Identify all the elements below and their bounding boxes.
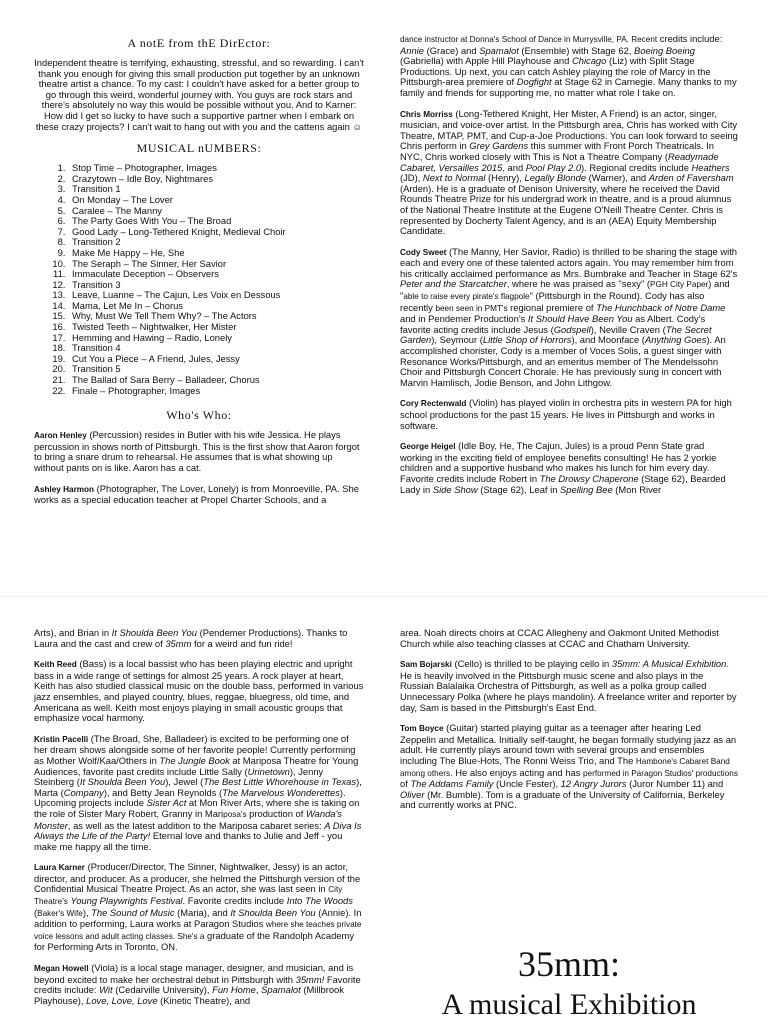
bio-sam-bojarski [400, 659, 738, 713]
bio-text: for a weird and fun ride! [191, 637, 293, 649]
bio-title: Next to Normal [422, 172, 486, 184]
bio-text: where she teaches private voice lessons and adult acting classes. She's a [34, 920, 362, 941]
director-note-body: Independent theatre is terrifying, exhausting, stressful, and so rewarding. I can't thank you enough for giving this small production put together by an unknown theatre artist a chance. To my cast: I couldn't have asked for a better group to go through this weird, wonderful journey with. You guys are rock stars and there's absolutely no way this would be possible without you. And to Karner: How did I get so lucky to have such a supportive partner when I embark on these crazy projects? I can't wait to hang out with you and the cattens again ☺ [34, 57, 364, 132]
bio-title: Grey Gardens [469, 140, 529, 152]
bio-title: Pool Play 2.0 [525, 161, 582, 173]
bio-name: Tom Boyce [400, 724, 444, 734]
bio-text: (Long-Tethered Knight, Her Mister, A Friend) is an actor, singer, musician, and voice-over artist. In the Pittsburgh area, Chris has worked with City Theatre, MTAP, PMT, and Cup-a-Joe Productions. You can look forward to seeing Chris perform in [400, 107, 738, 152]
bio-title: Boeing Boeing [634, 44, 695, 56]
bio-name: Megan Howell [34, 964, 89, 974]
bio-text: (Photographer, The Lover, Lonely) is from Monroeville, PA. She works as a special education teacher at Propel Charter Schools, and a [34, 482, 359, 506]
bio-text: ), and Moonface ( [571, 334, 645, 346]
bio-title: Sister Act [146, 797, 187, 809]
bio-text: (Juror Number 11) and [626, 778, 724, 790]
bio-text: (Idle Boy, He, The Cajun, Jules) is a proud Penn State grad working in the exciting field of employee benefits consulting! He has 2 yorkie children and a supportive husband who makes his lunch for him every day. Favorite credits include Robert in [400, 440, 717, 484]
bio-text: Favorite credits include: [34, 973, 361, 996]
bio-text: , where he was praised as "sexy" ( [506, 278, 651, 290]
list-item: 19. Cut You a Piece – A Friend, Jules, Jessy [68, 354, 364, 365]
bio-title: It Should Have Been You [527, 313, 633, 325]
cover-title: 35mm: [517, 944, 620, 984]
bio-text: (The Broad, She, Balladeer) is excited to be performing one of her dream shows alongside some of her favorite people! Currently performing as Mother Wolf/Kaa/Others in [34, 732, 356, 766]
bio-text: (Pendemer Productions). Thanks to Laura and the cast and crew of [34, 628, 348, 649]
bio-name: Aaron Henley [34, 431, 87, 441]
top-right-column [400, 34, 738, 564]
bio-text: credits include: [659, 34, 723, 44]
bio-text: ), Jewel ( [165, 776, 204, 788]
bio-title: Spamalot [479, 44, 519, 56]
bio-text: ), Marta ( [34, 776, 362, 798]
bio-text: (Liz) with Split Stage Productions. Up next, you can catch Ashley playing the role of Marcy in the Pittsburgh-area premiere of [400, 55, 711, 88]
bio-title: Legally Blonde [524, 172, 587, 184]
bio-title: The Best Little Whorehouse in Texas [203, 776, 357, 788]
bio-title: The Sound of Music [91, 906, 175, 918]
bio-text: (Percussion) resides in Butler with his wife Jessica. He plays percussion in shows north of Pittsburgh. This is the first show that Aaron forgot to bring a snare drum to rehearsal. He assumes that is what showing up without pants on is like. Aaron has a cat. [34, 429, 360, 473]
bio-text: ). Regional credits include [581, 161, 692, 173]
bio-title: Company [63, 786, 104, 798]
list-item: 21. The Ballad of Sara Berry – Balladeer, Chorus [68, 375, 364, 386]
bio-text: " (Pittsburgh in the Round). Cody has also recently [400, 290, 705, 313]
bio-title: Spelling Bee [560, 483, 613, 495]
cover-subtitle: A musical Exhibition [441, 988, 697, 1021]
list-item: 8. Transition 2 [68, 237, 364, 248]
bio-title: The Drowsy Chaperone [539, 472, 639, 484]
bio-title: It Shoulda Been You [79, 776, 166, 788]
bio-ashley-harmon [34, 484, 364, 506]
bottom-left-column [34, 628, 364, 1024]
bio-text: (Violin) has played violin in orchestra pits in western PA for high school productions for the past 15 years. He lives in Pittsburgh and works in software. [400, 397, 732, 431]
bio-text: , as well as the latest addition to the Mariposa cabaret series: [67, 819, 325, 831]
bio-text: performed in Paragon Studios' productions [582, 768, 738, 778]
list-item: 2. Crazytown – Idle Boy, Nightmares [68, 174, 364, 185]
bio-kristin-pacelli [34, 734, 364, 853]
bio-name: Keith Reed [34, 660, 77, 670]
bio-title: 35mm! [295, 973, 325, 985]
bio-text: (Gabriella) with Apple Hill Playhouse and [400, 55, 572, 67]
bio-title: Anything Goes [644, 334, 707, 346]
bio-text: (JD), [400, 172, 423, 184]
bio-text: Baker's Wife [37, 908, 83, 918]
bio-text: , and [502, 161, 526, 173]
bio-text: Eternal love and thanks to Julie and Jeff - you make me happy all the time. [34, 830, 343, 852]
bio-text: (Cedarville University), [112, 984, 213, 996]
bio-chris-morriss [400, 109, 738, 237]
bio-laura-karner [34, 862, 364, 953]
bio-title: Wanda's Monster [34, 807, 342, 831]
bio-text: at Mariposa Theatre for Young Audiences, favorite past credits include Little Sally ( [34, 754, 359, 777]
bio-title: Spamalot [261, 984, 301, 996]
bio-title: Arden of Faversham [648, 172, 734, 184]
list-item: 9. Make Me Happy – He, She [68, 248, 364, 259]
bio-cory-rectenwald [400, 398, 738, 431]
list-item: 17. Hemming and Hawing – Radio, Lonely [68, 333, 364, 344]
bio-name: Kristin Pacelli [34, 734, 89, 744]
bio-text: graduate of the Randolph Academy for Performing Arts in Toronto, ON. [34, 929, 355, 953]
bio-title: Into The Woods [286, 895, 353, 907]
bio-ashley-harmon-continued [400, 34, 738, 99]
bio-title: 12 Angry Jurors [560, 778, 627, 790]
bio-title: 35mm: A Musical Exhibition [611, 658, 727, 670]
list-item: 16. Twisted Teeth – Nightwalker, Her Mister [68, 322, 364, 333]
bio-text: (Ensemble) with Stage 62, [518, 44, 634, 56]
bio-text: (Stage 62), Leaf in [477, 483, 561, 495]
bio-text: able to raise every pirate's flagpole [403, 292, 530, 302]
list-item: 15. Why, Must We Tell Them Why? – The Actors [68, 311, 364, 322]
bio-name: Ashley Harmon [34, 484, 95, 494]
bio-title: It Shoulda Been You [230, 906, 316, 918]
bio-text: (Warner), and [586, 172, 649, 184]
bio-text: City Theatre's [34, 885, 343, 907]
bio-text: production of [246, 807, 306, 819]
bio-text: (Grace) and [423, 44, 480, 56]
bio-text: (Mr. Bumble). Tom is a graduate of the University of California, Berkeley and currently works at PNC. [400, 788, 725, 811]
bio-text: ), Neville Craven ( [590, 323, 666, 335]
bio-title: The Marvelous Wonderettes [222, 786, 340, 798]
bio-text: of [400, 778, 411, 790]
bio-title: Annie [400, 44, 424, 56]
bio-name: Cody Sweet [400, 247, 447, 257]
bio-name: Sam Bojarski [400, 660, 452, 670]
bio-text: ), Seymour ( [431, 334, 483, 346]
page-divider [0, 596, 768, 597]
bio-keith-reed [34, 659, 364, 724]
bio-name: Chris Morriss [400, 109, 453, 119]
bio-text: , [255, 984, 262, 996]
bio-text: (Uncle Fester), [493, 778, 561, 790]
bio-text: (Bass) is a local bassist who has been playing electric and upright bass in a wide range of settings for almost 25 years. A rock player at heart, Keith has also studied classical music on the double bass, performed in various jazz ensembles, and played country, blues, reggae, bluegress, old time, and Americana as well. Keith most enjoys playing in small acoustic groups that emphasize vocal harmony. [34, 658, 364, 724]
bio-text: Hambone's Cabaret Band among others [400, 756, 730, 778]
bio-text: as Albert. Cody's favorite acting credits include Jesus ( [400, 313, 706, 335]
list-item: 10. The Seraph – The Sinner, Her Savior [68, 259, 364, 270]
bio-title: Love, Love, Love [86, 994, 158, 1006]
bio-text: ). Upcoming projects include [34, 786, 346, 809]
bio-title: The Hunchback of Notre Dame [596, 301, 726, 313]
list-item: 22. Finale – Photographer, Images [68, 386, 364, 397]
bio-text: dance instructor at Donna's School of Dance in Murrysville, PA. Recent [400, 35, 658, 44]
bio-name: George Heigel [400, 442, 456, 452]
bio-title: Fun Home [212, 984, 256, 996]
list-item: 7. Good Lady – Long-Tethered Knight, Medieval Choir [68, 227, 364, 238]
bio-text: regional premiere of [507, 301, 597, 313]
bio-title: Urinetown [247, 765, 290, 777]
director-note-heading: A notE from thE DirEctor: [127, 36, 271, 50]
bio-title: It Shoulda Been You [111, 628, 197, 638]
bio-text: (Stage 62), Bearded Lady in [400, 472, 726, 495]
bio-title: Dogfight [516, 76, 552, 88]
bio-text: (Arden). He is a graduate of Denison University, where he received the David Rounds Theatre Prize for his undergrad work in theatre, and is a proud alumnus of the National Theatre Institute at the Eugene O'Neill Theatre Center. Chris is represented by Docherty Talent Agency, and is an (AEA) Equity Membership Candidate. [400, 182, 732, 237]
bio-title: Young Playwrights Festival [70, 895, 183, 907]
list-item: 13. Leave, Luanne – The Cajun, Les Voix en Dessous [68, 290, 364, 301]
list-item: 14. Mama, Let Me In – Chorus [68, 301, 364, 312]
bio-text: ), [82, 906, 92, 918]
bio-text: and in Pendemer Production's [400, 313, 528, 325]
bio-text: (Annie). In addition to performing, Laura works at Paragon Studios [34, 906, 362, 930]
bio-text: at Mon River Arts, where she is taking on the role of Sister Mary Robert, Granny in Mari [34, 797, 360, 819]
bio-text: ( [34, 906, 38, 918]
bio-text: ), Jenny Steinberg ( [34, 765, 324, 788]
bio-title: Godspell [553, 323, 591, 335]
bio-title: Heathers [691, 161, 730, 173]
bio-text: PGH City Paper [650, 280, 709, 290]
bio-text: posa's [223, 809, 247, 819]
bio-text: . Favorite credits include [182, 895, 287, 907]
bio-text: been seen in PMT's [435, 303, 508, 313]
bio-text: . He is heavily involved in the Pittsburgh music scene and also plays in the Russian Balalaika Orchestra of Pittsburgh, as well as a polka group called Unnecessary Polka (where he plays mandolin). A freelance writer and reporter by day, Sam is based in the Pittsburgh's East End. [400, 658, 737, 713]
musical-numbers-heading: MUSICAL nUMBERS: [136, 141, 262, 156]
bio-text: ) and " [400, 278, 730, 302]
list-item: 6. The Party Goes With You – The Broad [68, 216, 364, 227]
bio-tom-boyce [400, 723, 738, 811]
bio-text: (Maria), and [174, 906, 231, 918]
bio-text: (Producer/Director, The Sinner, Nightwalker, Jessy) is an actor, director, and producer. As a producer, she helmed the Pittsburgh version of the Confidential Musical Theatre Project. As an actor, she was last seen in [34, 861, 361, 895]
bio-text: (Guitar) started playing guitar as a teenager after hearing Led Zeppelin and Metallica. Initially self-taught, he began formally studying jazz as an adult. He currently plays around town with several groups and ensembles including The Blue-Hots, The Ronni Weiss Trio, and The [400, 722, 737, 766]
bio-text: (Millbrook Playhouse), [34, 984, 344, 1006]
list-item: 11. Immaculate Deception – Observers [68, 269, 364, 280]
bio-text: Arts), and Brian in [34, 628, 112, 638]
bio-text: (Kinetic Theatre), and [157, 994, 251, 1006]
bio-title: The Addams Family [410, 778, 494, 790]
bio-title: A Diva Is Always the Life of the Party! [34, 819, 362, 842]
bio-title: Peter and the Starcatcher [400, 278, 507, 290]
bio-megan-howell [34, 963, 364, 1006]
bio-cody-sweet [400, 247, 738, 389]
bio-title: The Secret Garden [400, 323, 712, 346]
list-item: 18. Transition 4 [68, 343, 364, 354]
bio-title: Oliver [400, 788, 425, 800]
bio-title: Chicago [571, 55, 607, 67]
bio-text: at Stage 62 in Carnegie. Many thanks to my family and friends for supporting me, no matter what role I take on. [400, 76, 737, 98]
musical-numbers-list [34, 163, 364, 396]
bio-title: Readymade Cabaret, Versailles 2015 [400, 150, 719, 173]
list-item: 4. On Monday – The Lover [68, 195, 364, 206]
list-item: 12. Transition 3 [68, 280, 364, 291]
bio-george-heigel [400, 441, 738, 495]
bio-title: Side Show [432, 483, 478, 495]
bio-george-heigel-continued [34, 628, 364, 649]
bio-text: . He also enjoys acting and has [450, 766, 583, 778]
list-item: 5. Caralee – The Manny [68, 206, 364, 217]
list-item: 20. Transition 5 [68, 364, 364, 375]
bio-text: ), and Betty Jean Reynolds ( [103, 786, 223, 798]
bio-text: (Henry), [485, 172, 525, 184]
bio-title: Wit [99, 984, 113, 996]
list-item: 1. Stop Time – Photographer, Images [68, 163, 364, 174]
whos-who-heading: Who's Who: [166, 408, 232, 423]
bio-name: Laura Karner [34, 863, 85, 873]
bio-title: The Jungle Book [159, 754, 230, 766]
bio-text: (The Manny, Her Savior, Radio) is thrilled to be sharing the stage with each and every one of these talented actors again. You may remember him from his critically acclaimed performance as Mrs. Bumbrake and Teacher in Stage 62's [400, 245, 738, 279]
top-left-column [34, 34, 364, 564]
bio-name: Cory Rectenwald [400, 399, 467, 409]
bio-text: (Cello) is thrilled to be playing cello in [451, 658, 612, 670]
bio-text: (Mon River [612, 483, 662, 495]
bio-aaron-henley [34, 430, 364, 473]
list-item: 3. Transition 1 [68, 184, 364, 195]
bio-title: Little Shop of Horrors [482, 334, 572, 346]
bio-text: (Viola) is a local stage manager, designer, and musician, and is beyond excited to make her orchestral debut in Pittsburgh with [34, 962, 354, 985]
bio-title: 35mm [165, 637, 192, 649]
bio-text: this summer with Front Porch Theatricals. In NYC, Chris worked closely with This is Not a Theatre Company ( [400, 140, 715, 162]
bio-text: ). An accomplished chorister, Cody is a member of Voces Solis, a guest singer with Resonance Works/Pittsburgh, and an emeritus member of The Mendelssohn Choir and Pittsburgh Concert Chorale. He has previously sung in concert with Marvin Hamlisch, Jodie Benson, and John Lithgow. [400, 334, 726, 388]
bio-noah-continued: area. Noah directs choirs at CCAC Allegheny and Oakmont United Methodist Church while also teaching classes at CCAC and Chatham University. [400, 628, 719, 649]
